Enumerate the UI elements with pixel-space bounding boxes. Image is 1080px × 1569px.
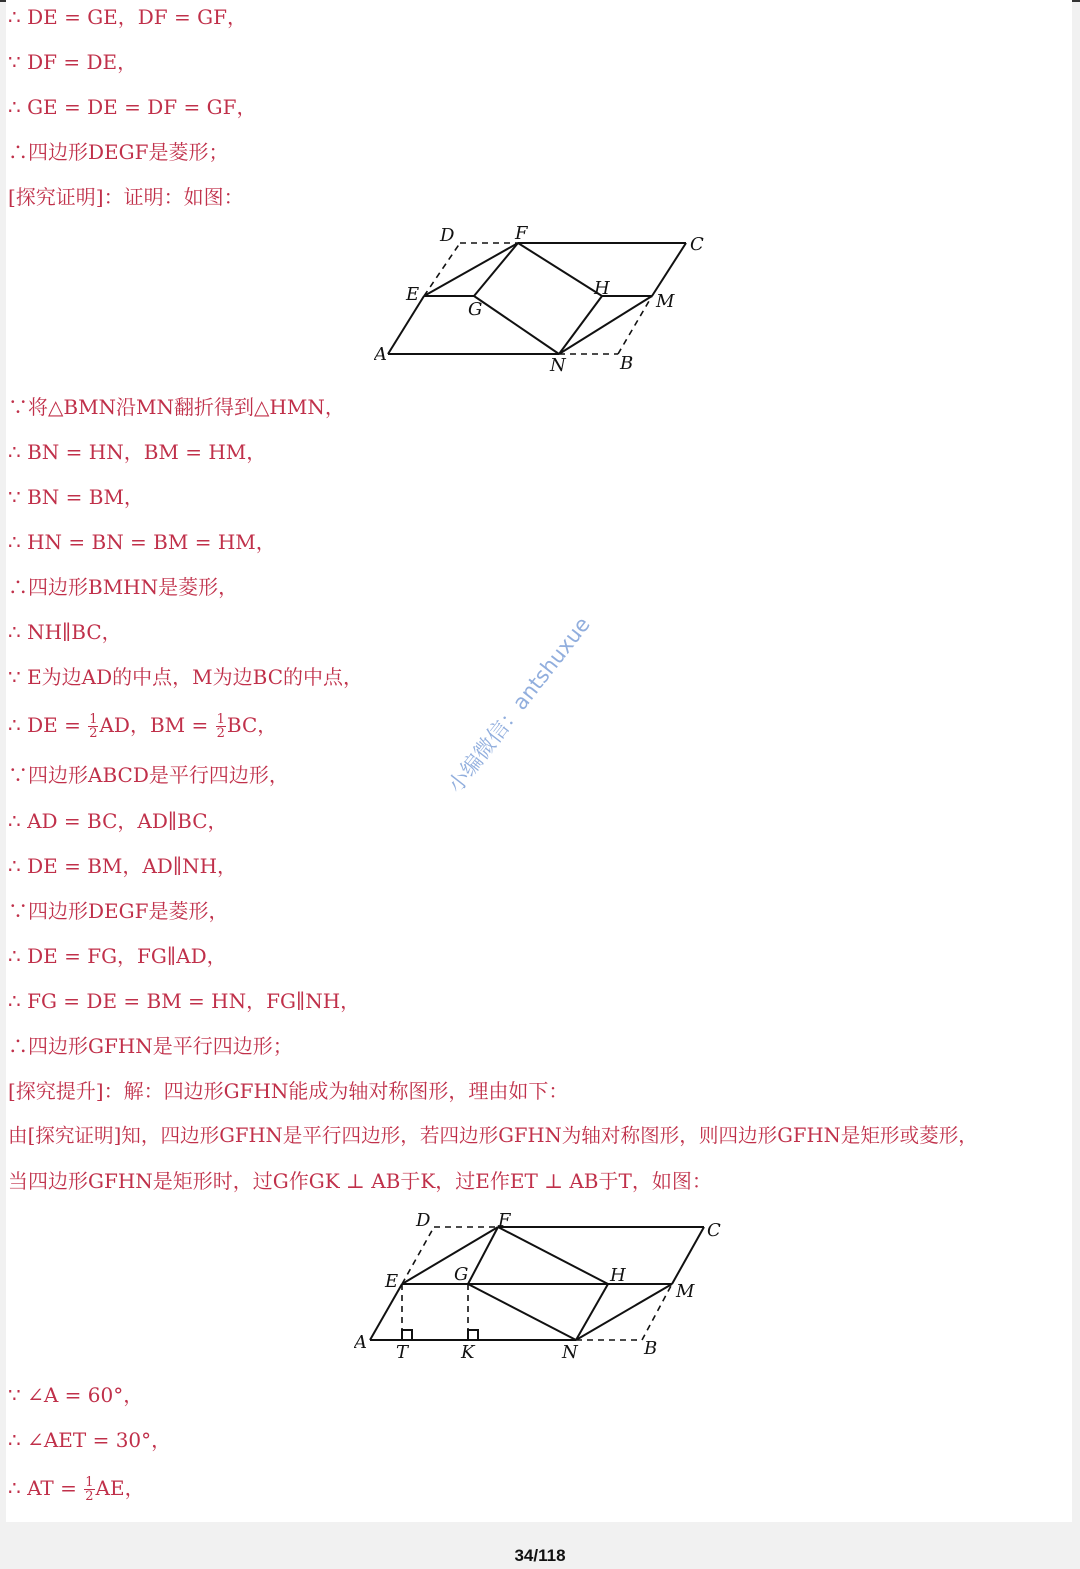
frac-text: ∴ AT = <box>8 1476 84 1500</box>
fig2-label-E: E <box>385 1271 399 1292</box>
fig2-label-D: D <box>416 1210 431 1231</box>
section-heading: [探究证明]：证明：如图： <box>8 185 244 209</box>
fig1-label-B: B <box>620 353 634 373</box>
frac-text: AD，BM = <box>99 713 215 737</box>
fraction-denominator: 2 <box>89 726 98 741</box>
figure-2-geometry <box>354 1210 724 1360</box>
proof-line: ∵ E为边AD的中点，M为边BC的中点， <box>8 665 364 689</box>
proof-line: ∴ NH∥BC， <box>8 620 122 644</box>
proof-line-fraction-2 <box>8 1475 145 1503</box>
fraction <box>216 713 226 740</box>
proof-line: ∴ HN = BN = BM = HM， <box>8 530 276 554</box>
fig2-label-K: K <box>461 1342 475 1360</box>
fraction <box>84 1476 94 1503</box>
fig2-label-B: B <box>644 1338 658 1359</box>
proof-line: ∴四边形DEGF是菱形； <box>8 140 229 164</box>
proof-line: ∴ FG = DE = BM = HN，FG∥NH， <box>8 989 361 1013</box>
fig2-label-H: H <box>610 1265 626 1286</box>
fig2-label-F: F <box>498 1210 511 1231</box>
proof-line-fraction-1 <box>8 712 277 740</box>
fig2-label-A: A <box>354 1332 367 1353</box>
fraction-numerator: 1 <box>89 712 98 727</box>
proof-line: ∴ DE = FG，FG∥AD， <box>8 944 227 968</box>
fig1-label-G: G <box>468 299 483 320</box>
proof-line: ∵ DF = DE， <box>8 50 138 74</box>
proof-line: ∴ BN = HN，BM = HM， <box>8 440 267 464</box>
fig1-label-H: H <box>594 278 610 299</box>
fraction-numerator: 1 <box>85 1475 94 1490</box>
fig1-label-E: E <box>406 284 420 305</box>
proof-line: ∵ BN = BM， <box>8 485 144 509</box>
proof-line: ∴ DE = GE，DF = GF， <box>8 5 248 29</box>
proof-line: ∵四边形DEGF是菱形， <box>8 899 229 923</box>
fig1-label-M: M <box>656 291 675 312</box>
fig1-label-F: F <box>515 226 528 244</box>
fraction-denominator: 2 <box>216 726 225 741</box>
fig2-label-N: N <box>562 1342 578 1360</box>
proof-line: ∵四边形ABCD是平行四边形， <box>8 763 289 787</box>
proof-line: ∴四边形GFHN是平行四边形； <box>8 1034 293 1058</box>
proof-line: ∴ AD = BC，AD∥BC， <box>8 809 228 833</box>
frac-text: BC， <box>226 713 278 737</box>
proof-line: ∵将△BMN沿MN翻折得到△HMN， <box>8 395 345 419</box>
fraction <box>88 713 98 740</box>
proof-line: 当四边形GFHN是矩形时，过G作GK ⊥ AB于K，过E作ET ⊥ AB于T，如图： <box>8 1169 712 1193</box>
fig1-label-A: A <box>374 344 387 365</box>
fig2-label-M: M <box>676 1281 695 1302</box>
proof-line: ∴ GE = DE = DF = GF， <box>8 95 257 119</box>
fraction-numerator: 1 <box>216 712 225 727</box>
figure-1-geometry <box>374 226 704 373</box>
fig2-label-C: C <box>707 1220 721 1241</box>
fig1-label-C: C <box>690 234 704 255</box>
section-heading: [探究提升]：解：四边形GFHN能成为轴对称图形，理由如下： <box>8 1079 569 1103</box>
proof-line: ∴ ∠AET = 30°， <box>8 1428 172 1452</box>
page-number: 34/118 <box>514 1546 566 1565</box>
fig2-label-G: G <box>454 1264 469 1285</box>
frac-text: AE， <box>95 1476 145 1500</box>
proof-line: ∴四边形BMHN是菱形， <box>8 575 239 599</box>
fig1-label-D: D <box>440 226 455 246</box>
frac-text: ∴ DE = <box>8 713 88 737</box>
proof-line: ∵ ∠A = 60°， <box>8 1383 144 1407</box>
fig1-label-N: N <box>550 355 566 373</box>
fig2-label-T: T <box>396 1342 409 1360</box>
watermark-text: 小编微信：antshuxue <box>443 612 595 798</box>
proof-line: 由[探究证明]知，四边形GFHN是平行四边形，若四边形GFHN为轴对称图形，则四边形GFHN是矩形或菱形， <box>8 1124 978 1147</box>
fraction-denominator: 2 <box>85 1489 94 1504</box>
proof-line: ∴ DE = BM，AD∥NH， <box>8 854 238 878</box>
